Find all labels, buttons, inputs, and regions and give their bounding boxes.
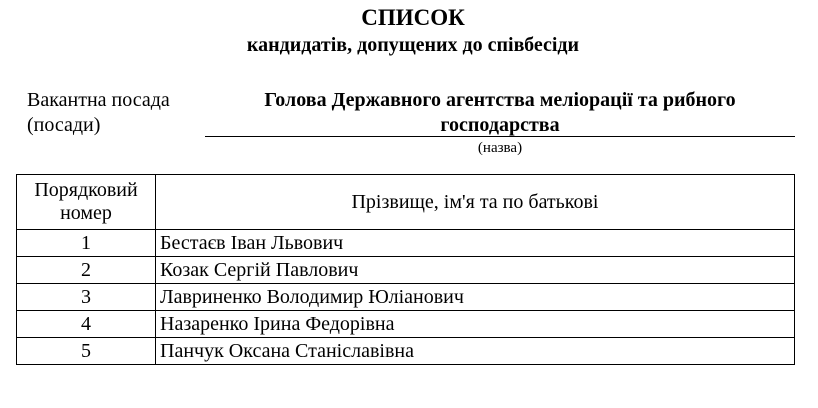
candidates-table	[16, 174, 795, 365]
row-number: 4	[17, 311, 156, 338]
table-row	[17, 338, 795, 365]
table-row	[17, 284, 795, 311]
document-subtitle: кандидатів, допущених до співбесіди	[246, 34, 580, 56]
vacancy-label-line2: (посади)	[27, 114, 101, 136]
header-full-name: Прізвище, ім'я та по батькові	[156, 175, 795, 230]
row-full-name: Козак Сергій Павлович	[156, 257, 795, 284]
row-full-name: Назаренко Ірина Федорівна	[156, 311, 795, 338]
vacancy-underline	[205, 136, 795, 137]
vacancy-name: Голова Державного агентства меліорації та рибного господарства	[264, 89, 736, 136]
row-full-name: Панчук Оксана Станіславівна	[156, 338, 795, 365]
row-number: 3	[17, 284, 156, 311]
vacancy-label	[27, 88, 170, 138]
vacancy-caption: (назва)	[477, 140, 523, 156]
vacancy-label-line1: Вакантна посада	[27, 89, 170, 111]
document-title: СПИСОК	[361, 5, 465, 30]
row-number: 5	[17, 338, 156, 365]
row-number: 1	[17, 230, 156, 257]
row-full-name: Бестаєв Іван Львович	[156, 230, 795, 257]
row-number: 2	[17, 257, 156, 284]
table-header-row	[17, 175, 795, 230]
table-row	[17, 257, 795, 284]
header-number: Порядковий номер	[17, 175, 156, 230]
table-row	[17, 230, 795, 257]
table-row	[17, 311, 795, 338]
row-full-name: Лавриненко Володимир Юліанович	[156, 284, 795, 311]
